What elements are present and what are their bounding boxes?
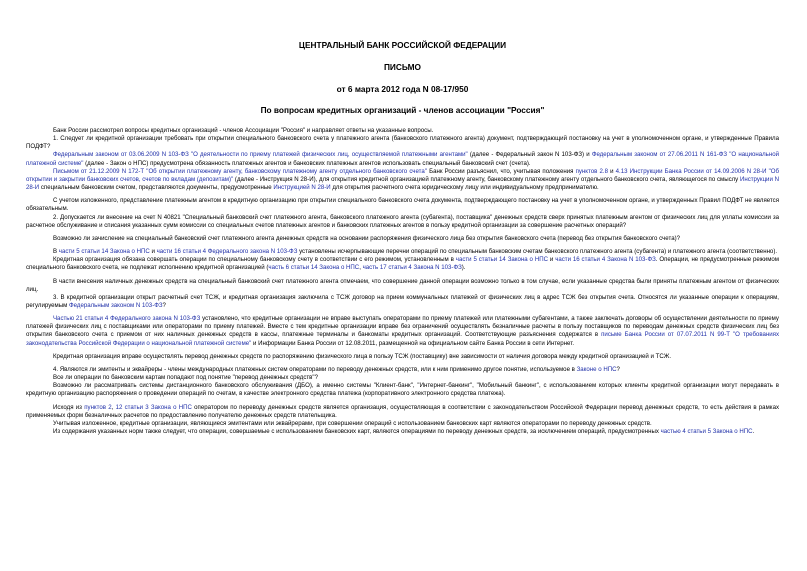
paragraph-text: оператором по переводу денежных средств является организация, осуществляющая в соответствии с законодательством Российской Федерации перевод денежных средств, то есть действия в рамках применяемых форм безналичных расчетов по предоставлению получателю денежных средств плательщика.	[26, 403, 780, 419]
paragraph-text: Из содержания указанных норм также следует, что операции, совершаемые с использованием банковских карт, являются операциями по переводу денежных средств, за исключением операций, предусмотренных	[53, 428, 661, 435]
paragraph	[26, 168, 779, 192]
document-link[interactable]: Законе о НПС	[576, 365, 617, 373]
paragraph-text: 2. Допускается ли внесение на счет N 40821 "Специальный банковский счет платежного агента, банковского платежного агента (субагента), поставщика" денежных средств сверх принятых платежным агентом от физических лиц для уплаты комиссии за расчетное обслуживание и списания указанных сумм комиссии со специальных счетов платежных агентов и банковских платежных агентов в пользу кредитной организации за совершение расчетных операций?	[26, 213, 779, 229]
paragraph-text: и	[548, 256, 556, 264]
paragraph	[26, 294, 779, 310]
paragraph-text: и	[607, 167, 616, 175]
document-type: ПИСЬМО	[383, 62, 422, 72]
document-link[interactable]: части 5 статьи 14 Закона о НПС	[58, 248, 150, 256]
paragraph	[26, 127, 779, 135]
paragraph	[26, 214, 779, 230]
paragraph	[26, 256, 779, 272]
paragraph-text: (далее - Федеральный закон N 103-ФЗ) и	[467, 151, 592, 159]
document-link[interactable]: Федеральным законом от 27.06.2011 N 161-ФЗ "О национальной платежной системе"	[26, 151, 780, 167]
paragraph	[26, 135, 779, 151]
paragraph-text: .	[752, 428, 755, 435]
letter-text	[26, 127, 779, 436]
paragraph-text: В	[53, 248, 59, 256]
document-link[interactable]: 12 статьи 3 Закона о НПС	[115, 403, 192, 411]
document-link[interactable]: Федеральным законом N 103-ФЗ	[69, 301, 163, 309]
paragraph-text: и Информации Банка России от 12.08.2011, размещенной на официальном сайте Банка России в сети Интернет.	[251, 339, 575, 347]
paragraph	[26, 382, 779, 398]
document-body	[26, 0, 779, 436]
paragraph-text: Банк России рассмотрел вопросы кредитных организаций - членов Ассоциации "Россия" и направляет ответы на указанные вопросы.	[53, 127, 434, 134]
paragraph-text: Исходя из	[53, 403, 85, 411]
paragraph-text: Учитывая изложенное, кредитные организации, являющиеся эмитентами или эквайрерами, при совершении операций с использованием банковских карт являются операторами по переводу денежных средств.	[53, 419, 652, 427]
document-link[interactable]: 4.13 Инструкции Банка России от 14.09.2006 N 28-И "Об открытии и закрытии банковских счетов, счетов по вкладам (депозитам)"	[26, 167, 779, 183]
paragraph-text: Кредитная организация обязана совершать операции по специальному банковскому счету в соответствии с его режимом, установленным в	[53, 256, 456, 264]
paragraph-text: . Операции, не предусмотренные режимом специального банковского счета, не подлежат исполнению кредитной организацией (	[26, 256, 779, 272]
document-link[interactable]: Инструкции N 28-И	[26, 175, 779, 192]
document-subject: По вопросам кредитных организаций - членов ассоциации "Россия"	[260, 105, 545, 115]
document-link[interactable]: Частью 21 статьи 4 Федерального закона N 103-ФЗ	[53, 315, 201, 323]
paragraph	[26, 248, 779, 256]
paragraph	[26, 404, 779, 420]
paragraph	[26, 278, 779, 294]
paragraph	[26, 235, 779, 243]
paragraph	[26, 374, 779, 382]
paragraph-text: (далее - Закон о НПС) предусмотрена обязанность платежных агентов и банковских платежных агентов использовать специальный банковский счет (счета).	[83, 159, 531, 167]
document-link[interactable]: часть 6 статьи 14 Закона о НПС	[268, 264, 360, 272]
document-date: от 6 марта 2012 года N 08-17/950	[336, 84, 469, 94]
document-link[interactable]: части 16 статьи 4 Закона N 103-ФЗ	[555, 256, 656, 264]
paragraph-text: Банк России разъяснил, что, учитывая положения	[426, 167, 576, 175]
paragraph-text: специальным банковским счетом, представляются документы, предусмотренные	[39, 184, 274, 192]
paragraph	[26, 197, 779, 213]
paragraph-text: ).	[461, 264, 466, 272]
paragraph-text: С учетом изложенного, представление платежным агентом в кредитную организацию при открытии специального банковского счета документа, подтверждающего постановку на учет в уполномоченном органе, и утвержденных Правил ПОДФТ не является обязательным.	[26, 197, 779, 213]
paragraph-text: 1. Следует ли кредитной организации требовать при открытии специального банковского счета у платежного агента (банковского платежного агента) документ, подтверждающий постановку на учет в уполномоченном органе, и утвержденные Правила ПОДФТ?	[26, 135, 779, 151]
document-link[interactable]: части 16 статьи 4 Федерального закона N 103-ФЗ	[156, 248, 298, 256]
paragraph-text: и	[149, 248, 157, 256]
paragraph-text: ?	[162, 301, 166, 309]
document-link[interactable]: часть 17 статьи 4 Закона N 103-ФЗ	[362, 264, 462, 272]
paragraph-text: Возможно ли зачисление на специальный банковский счет платежного агента денежных средств на основании распоряжения физического лица без открытия банковского счета (перевод без открытия банковского счета)?	[53, 234, 681, 242]
document-link[interactable]: Письмом от 21.12.2009 N 172-Т "Об открытии платежному агенту, банковскому платежному агенту отдельного банковского счета"	[53, 167, 427, 175]
document-link[interactable]: частью 4 статьи 5 Закона о НПС	[660, 428, 753, 435]
document-link[interactable]: Инструкцией N 28-И	[273, 184, 331, 192]
paragraph-text: В части внесения наличных денежных средств на специальный банковский счет платежного агента отмечаем, что совершение данной операции возможно только в том случае, если указанные средства были приняты платежным агентом от физических лиц.	[26, 277, 779, 293]
paragraph	[26, 428, 779, 436]
document-link[interactable]: части 5 статьи 14 Закона о НПС	[455, 256, 548, 264]
document-link[interactable]: пунктов 2	[84, 403, 112, 411]
paragraph-text: ,	[359, 264, 363, 272]
paragraph-text: установлено, что кредитные организации не вправе выступать операторами по приему платежей или платежными субагентами, а также заключать договоры об осуществлении деятельности по приему платежей физических лиц с поставщиками или операторами по приему платежей. Вместе с тем кредитные организации вправе без ограничений осуществлять безналичные расчеты в пользу поставщиков по переводам денежных средств физических лиц без открытия банковского счета с приемом от них наличных денежных средств в кассы, платежные терминалы и банкоматы кредитных организаций. Соответствующие разъяснения содержатся в	[26, 315, 779, 339]
paragraph-text: 4. Являются ли эмитенты и эквайреры - члены международных платежных систем операторами по переводу денежных средств, или к ним применимо другое понятие, используемое в	[53, 365, 577, 373]
paragraph-text: ,	[111, 403, 116, 411]
paragraph-text: ?	[616, 365, 620, 373]
paragraph-text: (далее - Инструкция N 28-И), для открытия кредитной организацией платежному агенту, банковскому платежному агенту отдельного банковского счета, являющегося по смыслу	[233, 175, 740, 183]
paragraph	[26, 151, 779, 167]
paragraph	[26, 353, 779, 361]
issuer-title: ЦЕНТРАЛЬНЫЙ БАНК РОССИЙСКОЙ ФЕДЕРАЦИИ	[298, 40, 507, 50]
document-link[interactable]: пунктов 2.8	[575, 167, 608, 175]
paragraph-text: Возможно ли рассматривать системы дистанционного банковского обслуживания (ДБО), а именно системы "Клиент-банк", "Интернет-банкинг", "Мобильный банкинг", с использованием которых клиенты кредитной организации могут передавать в кредитную организацию распоряжения о проведении операций по счетам, в качестве электронного средства платежа (корпоративного электронного средства платежа).	[26, 382, 779, 398]
document-link[interactable]: Федеральным законом от 03.06.2009 N 103-ФЗ "О деятельности по приему платежей физических лиц, осуществляемой платежными агентами"	[53, 151, 468, 159]
paragraph-text: Все ли операции по банковским картам попадают под понятие "перевод денежных средств"?	[53, 374, 318, 382]
paragraph-text: установлены исчерпывающие перечни операций по специальным банковским счетам банковского платежного агента (субагента) и платежного агента (соответственно).	[297, 248, 778, 256]
paragraph-text: для открытия расчетного счета юридическому лицу или индивидуальному предпринимателю.	[330, 184, 599, 192]
paragraph	[26, 315, 779, 348]
paragraph-text: Кредитная организация вправе осуществлять перевод денежных средств по распоряжению физического лица в пользу ТСЖ (поставщику) вне зависимости от наличия договора между кредитной организацией и ТСЖ.	[53, 352, 672, 360]
document-link[interactable]: письме Банка России от 07.07.2011 N 99-Т "О требованиях законодательства Российской Федерации о национальной платежной системе"	[26, 331, 779, 347]
paragraph	[26, 366, 779, 374]
paragraph-text: 3. В кредитной организации открыт расчетный счет ТСЖ, и кредитная организация заключила с ТСЖ договор на прием коммунальных платежей от физических лиц в адрес ТСЖ без открытия счета. Относятся ли указанные операции к операциям, регулируемым	[26, 293, 779, 309]
paragraph	[26, 420, 779, 428]
